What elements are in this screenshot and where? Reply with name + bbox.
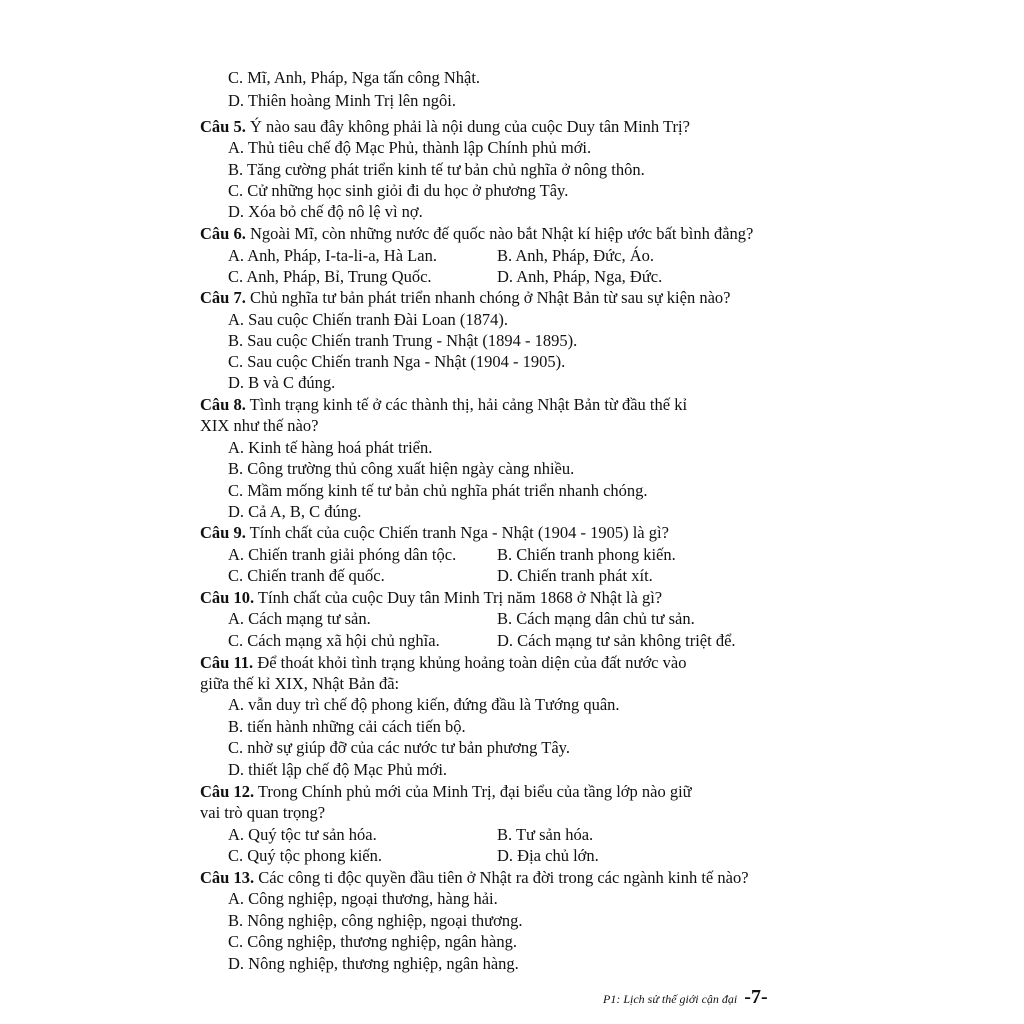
question-text: Ngoài Mĩ, còn những nước đế quốc nào bắt Nhật kí hiệp ước bất bình đẳng?	[249, 224, 754, 243]
question-text: Chủ nghĩa tư bản phát triển nhanh chóng ở Nhật Bản từ sau sự kiện nào?	[249, 288, 731, 307]
question-13	[200, 868, 749, 888]
question-12-continued: vai trò quan trọng?	[200, 803, 326, 822]
q12-option-d: D. Địa chủ lớn.	[497, 846, 599, 865]
question-text: Trong Chính phủ mới của Minh Trị, đại biểu của tầng lớp nào giữ	[257, 782, 692, 801]
question-text: Tình trạng kinh tế ở các thành thị, hải cảng Nhật Bản từ đầu thế kỉ	[249, 395, 688, 414]
question-11	[200, 653, 686, 673]
question-number: Câu 11.	[200, 653, 254, 672]
prev-option-d: D. Thiên hoàng Minh Trị lên ngôi.	[228, 91, 456, 110]
q10-option-a: A. Cách mạng tư sản.	[228, 609, 371, 628]
page-footer	[603, 986, 768, 1009]
question-number: Câu 12.	[200, 782, 255, 801]
question-9	[200, 523, 669, 543]
q13-option-b: B. Nông nghiệp, công nghiệp, ngoại thương.	[228, 911, 523, 930]
q11-option-c: C. nhờ sự giúp đỡ của các nước tư bản phương Tây.	[228, 738, 570, 757]
question-number: Câu 9.	[200, 523, 246, 542]
question-12	[200, 782, 692, 802]
question-text: Để thoát khỏi tình trạng khủng hoảng toàn diện của đất nước vào	[257, 653, 687, 672]
q10-option-c: C. Cách mạng xã hội chủ nghĩa.	[228, 631, 440, 650]
q5-option-b: B. Tăng cường phát triển kinh tế tư bản chủ nghĩa ở nông thôn.	[228, 160, 645, 179]
q9-option-c: C. Chiến tranh đế quốc.	[228, 566, 385, 585]
question-number: Câu 13.	[200, 868, 255, 887]
q11-option-a: A. vẫn duy trì chế độ phong kiến, đứng đầu là Tướng quân.	[228, 695, 620, 714]
question-11-continued: giữa thế kỉ XIX, Nhật Bản đã:	[200, 674, 400, 693]
q6-option-b: B. Anh, Pháp, Đức, Áo.	[497, 246, 654, 265]
q8-option-d: D. Cả A, B, C đúng.	[228, 502, 362, 521]
question-number: Câu 10.	[200, 588, 255, 607]
q11-option-b: B. tiến hành những cải cách tiến bộ.	[228, 717, 466, 736]
q11-option-d: D. thiết lập chế độ Mạc Phủ mới.	[228, 760, 448, 779]
q12-option-c: C. Quý tộc phong kiến.	[228, 846, 382, 865]
question-number: Câu 6.	[200, 224, 246, 243]
q7-option-a: A. Sau cuộc Chiến tranh Đài Loan (1874).	[228, 310, 508, 329]
q7-option-c: C. Sau cuộc Chiến tranh Nga - Nhật (1904 - 1905).	[228, 352, 566, 371]
q6-option-d: D. Anh, Pháp, Nga, Đức.	[497, 267, 663, 286]
question-text: Các công ti độc quyền đầu tiên ở Nhật ra đời trong các ngành kinh tế nào?	[258, 868, 749, 887]
q8-option-a: A. Kinh tế hàng hoá phát triển.	[228, 438, 433, 457]
prev-option-c: C. Mĩ, Anh, Pháp, Nga tấn công Nhật.	[228, 68, 481, 87]
q12-option-b: B. Tư sản hóa.	[497, 825, 594, 844]
q6-option-c: C. Anh, Pháp, Bỉ, Trung Quốc.	[228, 267, 432, 286]
question-7	[200, 288, 730, 308]
question-number: Câu 7.	[200, 288, 246, 307]
q7-option-b: B. Sau cuộc Chiến tranh Trung - Nhật (1894 - 1895).	[228, 331, 578, 350]
question-text: Tính chất của cuộc Duy tân Minh Trị năm 1868 ở Nhật là gì?	[257, 588, 663, 607]
q12-option-a: A. Quý tộc tư sản hóa.	[228, 825, 377, 844]
question-number: Câu 5.	[200, 117, 246, 136]
question-10	[200, 588, 662, 608]
question-number: Câu 8.	[200, 395, 246, 414]
q9-option-b: B. Chiến tranh phong kiến.	[497, 545, 676, 564]
q13-option-a: A. Công nghiệp, ngoại thương, hàng hải.	[228, 889, 498, 908]
question-5	[200, 117, 690, 137]
book-title: P1: Lịch sử thế giới cận đại	[603, 992, 738, 1006]
q10-option-d: D. Cách mạng tư sản không triệt để.	[497, 631, 736, 650]
q5-option-a: A. Thủ tiêu chế độ Mạc Phủ, thành lập Chính phủ mới.	[228, 138, 592, 157]
q6-option-a: A. Anh, Pháp, I-ta-li-a, Hà Lan.	[228, 246, 437, 265]
page-number: -7-	[744, 986, 768, 1008]
question-8-continued: XIX như thế nào?	[200, 416, 319, 435]
q10-option-b: B. Cách mạng dân chủ tư sản.	[497, 609, 695, 628]
question-text: Ý nào sau đây không phải là nội dung của cuộc Duy tân Minh Trị?	[249, 117, 690, 136]
q8-option-b: B. Công trường thủ công xuất hiện ngày càng nhiều.	[228, 459, 575, 478]
q8-option-c: C. Mầm mống kinh tế tư bản chủ nghĩa phát triển nhanh chóng.	[228, 481, 648, 500]
question-6	[200, 224, 753, 244]
q9-option-d: D. Chiến tranh phát xít.	[497, 566, 653, 585]
q5-option-d: D. Xóa bỏ chế độ nô lệ vì nợ.	[228, 202, 423, 221]
q7-option-d: D. B và C đúng.	[228, 373, 336, 392]
question-8	[200, 395, 687, 415]
q13-option-d: D. Nông nghiệp, thương nghiệp, ngân hàng.	[228, 954, 519, 973]
question-text: Tính chất của cuộc Chiến tranh Nga - Nhật (1904 - 1905) là gì?	[249, 523, 669, 542]
q9-option-a: A. Chiến tranh giải phóng dân tộc.	[228, 545, 457, 564]
q13-option-c: C. Công nghiệp, thương nghiệp, ngân hàng.	[228, 932, 517, 951]
q5-option-c: C. Cử những học sinh giỏi đi du học ở phương Tây.	[228, 181, 569, 200]
